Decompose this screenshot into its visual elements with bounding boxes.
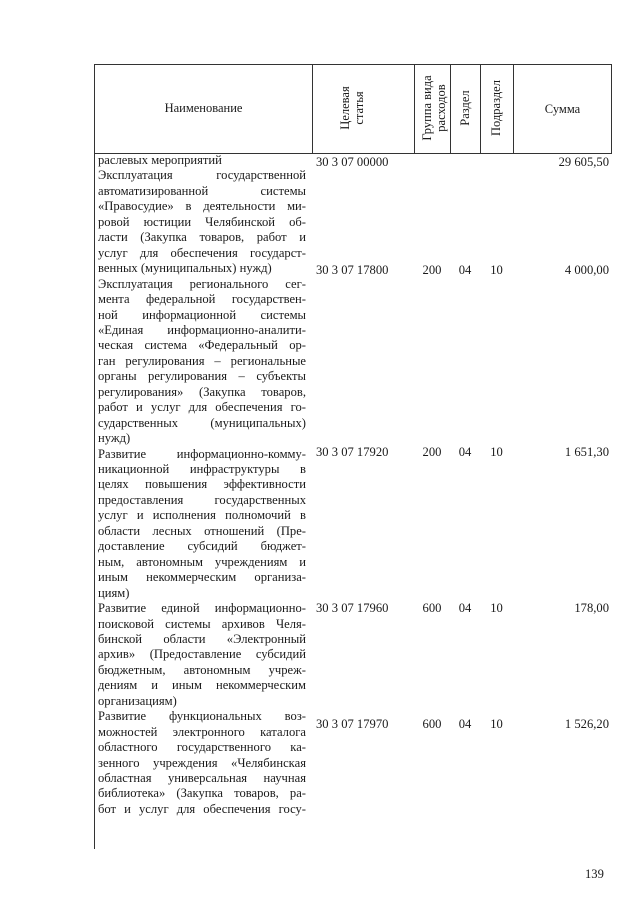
table-right-border	[611, 64, 612, 154]
header-expense-group-line-1: Группа вида	[420, 75, 434, 141]
sum-cell: 178,00	[574, 601, 609, 615]
name-text-line: доставление субсидий бюджет-	[98, 539, 306, 554]
section-cell: 04	[458, 263, 472, 277]
name-text-line: ган регулирования – региональные	[98, 353, 306, 368]
name-text-line: Развитие информационно-комму-	[98, 446, 306, 461]
name-text-line: бот и услуг для обеспечения госу-	[98, 801, 306, 816]
name-text-line: ровой юстиции Челябинской об-	[98, 214, 306, 229]
sum-cell: 1 651,30	[564, 445, 609, 459]
sum-cell: 4 000,00	[564, 263, 609, 277]
expense-group-cell: 600	[422, 717, 442, 731]
subsection-cell: 10	[490, 263, 503, 277]
name-text-line: раслевых мероприятий	[98, 153, 222, 167]
header-target-article-line-1: Целевая	[338, 86, 352, 130]
name-text-line: «Единая информационно-аналити-	[98, 322, 306, 337]
name-text-line: ным, автономным учреждениям и	[98, 554, 306, 569]
name-text-line: областного государственного ка-	[98, 740, 306, 755]
column-divider	[312, 64, 313, 154]
header-subsection	[489, 66, 503, 150]
name-text-line: предоставления государственных	[98, 492, 306, 507]
name-text-line: архив» (Предоставление субсидий	[98, 647, 306, 662]
table-left-border	[94, 64, 95, 849]
name-text-line: библиотека» (Закупка товаров, ра-	[98, 786, 306, 801]
header-sum: Сумма	[544, 102, 581, 116]
section-cell: 04	[458, 601, 472, 615]
target-article-cell: 30 3 07 17960	[316, 601, 389, 615]
name-text-line: зенного учреждения «Челябинская	[98, 755, 306, 770]
name-text-line: никационной инфраструктуры в	[98, 462, 306, 476]
target-article-cell: 30 3 07 17970	[316, 717, 389, 731]
header-name: Наименование	[164, 101, 243, 115]
name-text-line: организациям)	[98, 693, 177, 708]
section-cell: 04	[458, 445, 472, 459]
name-text-line: «Правосудие» в деятельности ми-	[98, 199, 306, 214]
name-text-line: мента федеральной государствен-	[98, 292, 306, 307]
name-text-line: бюджетным, автономным учреж-	[98, 662, 306, 677]
name-text-line: услуг и исполнения полномочий в	[98, 508, 306, 523]
column-divider	[414, 64, 415, 154]
header-target-article-line-2: статья	[352, 91, 366, 125]
name-text-line: нужд)	[98, 431, 131, 446]
name-text-line: Эксплуатация государственной	[98, 168, 306, 183]
expense-group-cell: 600	[422, 601, 442, 615]
name-text-line: областная универсальная научная	[98, 771, 306, 785]
page-number: 139	[585, 867, 604, 881]
header-subsection-label: Подраздел	[489, 80, 503, 136]
table-top-border	[94, 64, 612, 65]
name-text-line: регулирования» (Закупка товаров,	[98, 384, 306, 399]
header-expense-group	[420, 66, 448, 150]
name-text-line: Развитие функциональных воз-	[98, 709, 306, 724]
name-text-line: ласти (Закупка товаров, работ и	[98, 230, 306, 245]
name-text-line: Эксплуатация регионального сег-	[98, 276, 306, 291]
header-section	[458, 68, 472, 148]
name-text-line: области лесных отношений (Пре-	[98, 523, 306, 538]
name-text-line: поисковой системы архивов Челя-	[98, 616, 306, 631]
name-text-line: работ и услуг для обеспечения го-	[98, 400, 306, 415]
header-target-article	[338, 68, 366, 148]
name-text-line: бинской области «Электронный	[98, 631, 306, 646]
expense-group-cell: 200	[422, 445, 442, 459]
target-article-cell: 30 3 07 17800	[316, 263, 389, 277]
subsection-cell: 10	[490, 601, 503, 615]
name-text-line: ческая система «Федеральный ор-	[98, 338, 306, 353]
name-text-line: можностей электронного каталога	[98, 724, 306, 739]
header-expense-group-line-2: расходов	[434, 84, 448, 132]
column-divider	[480, 64, 481, 154]
name-text-line: циям)	[98, 585, 130, 600]
name-text-line: дениям и иным некоммерческим	[98, 678, 306, 693]
target-article-cell: 30 3 07 17920	[316, 445, 389, 459]
target-article-cell: 30 3 07 00000	[316, 155, 389, 169]
expense-group-cell: 200	[422, 263, 442, 277]
name-text-line: органы регулирования – субъекты	[98, 369, 306, 384]
name-text-line: венных (муниципальных) нужд)	[98, 261, 272, 276]
name-text-line: автоматизированной системы	[98, 183, 306, 198]
name-text-line: иным некоммерческим организа-	[98, 570, 306, 585]
name-text-line: сударственных (муниципальных)	[98, 415, 306, 430]
header-section-label: Раздел	[458, 90, 472, 126]
name-text-line: целях повышения эффективности	[98, 477, 306, 492]
name-text-line: услуг для обеспечения государст-	[98, 245, 306, 260]
sum-cell: 1 526,20	[564, 717, 609, 731]
sum-cell: 29 605,50	[558, 155, 609, 169]
subsection-cell: 10	[490, 445, 503, 459]
column-divider	[450, 64, 451, 154]
name-text-line: ной информационной системы	[98, 307, 306, 322]
name-text-line: Развитие единой информационно-	[98, 601, 306, 616]
section-cell: 04	[458, 717, 472, 731]
subsection-cell: 10	[490, 717, 503, 731]
